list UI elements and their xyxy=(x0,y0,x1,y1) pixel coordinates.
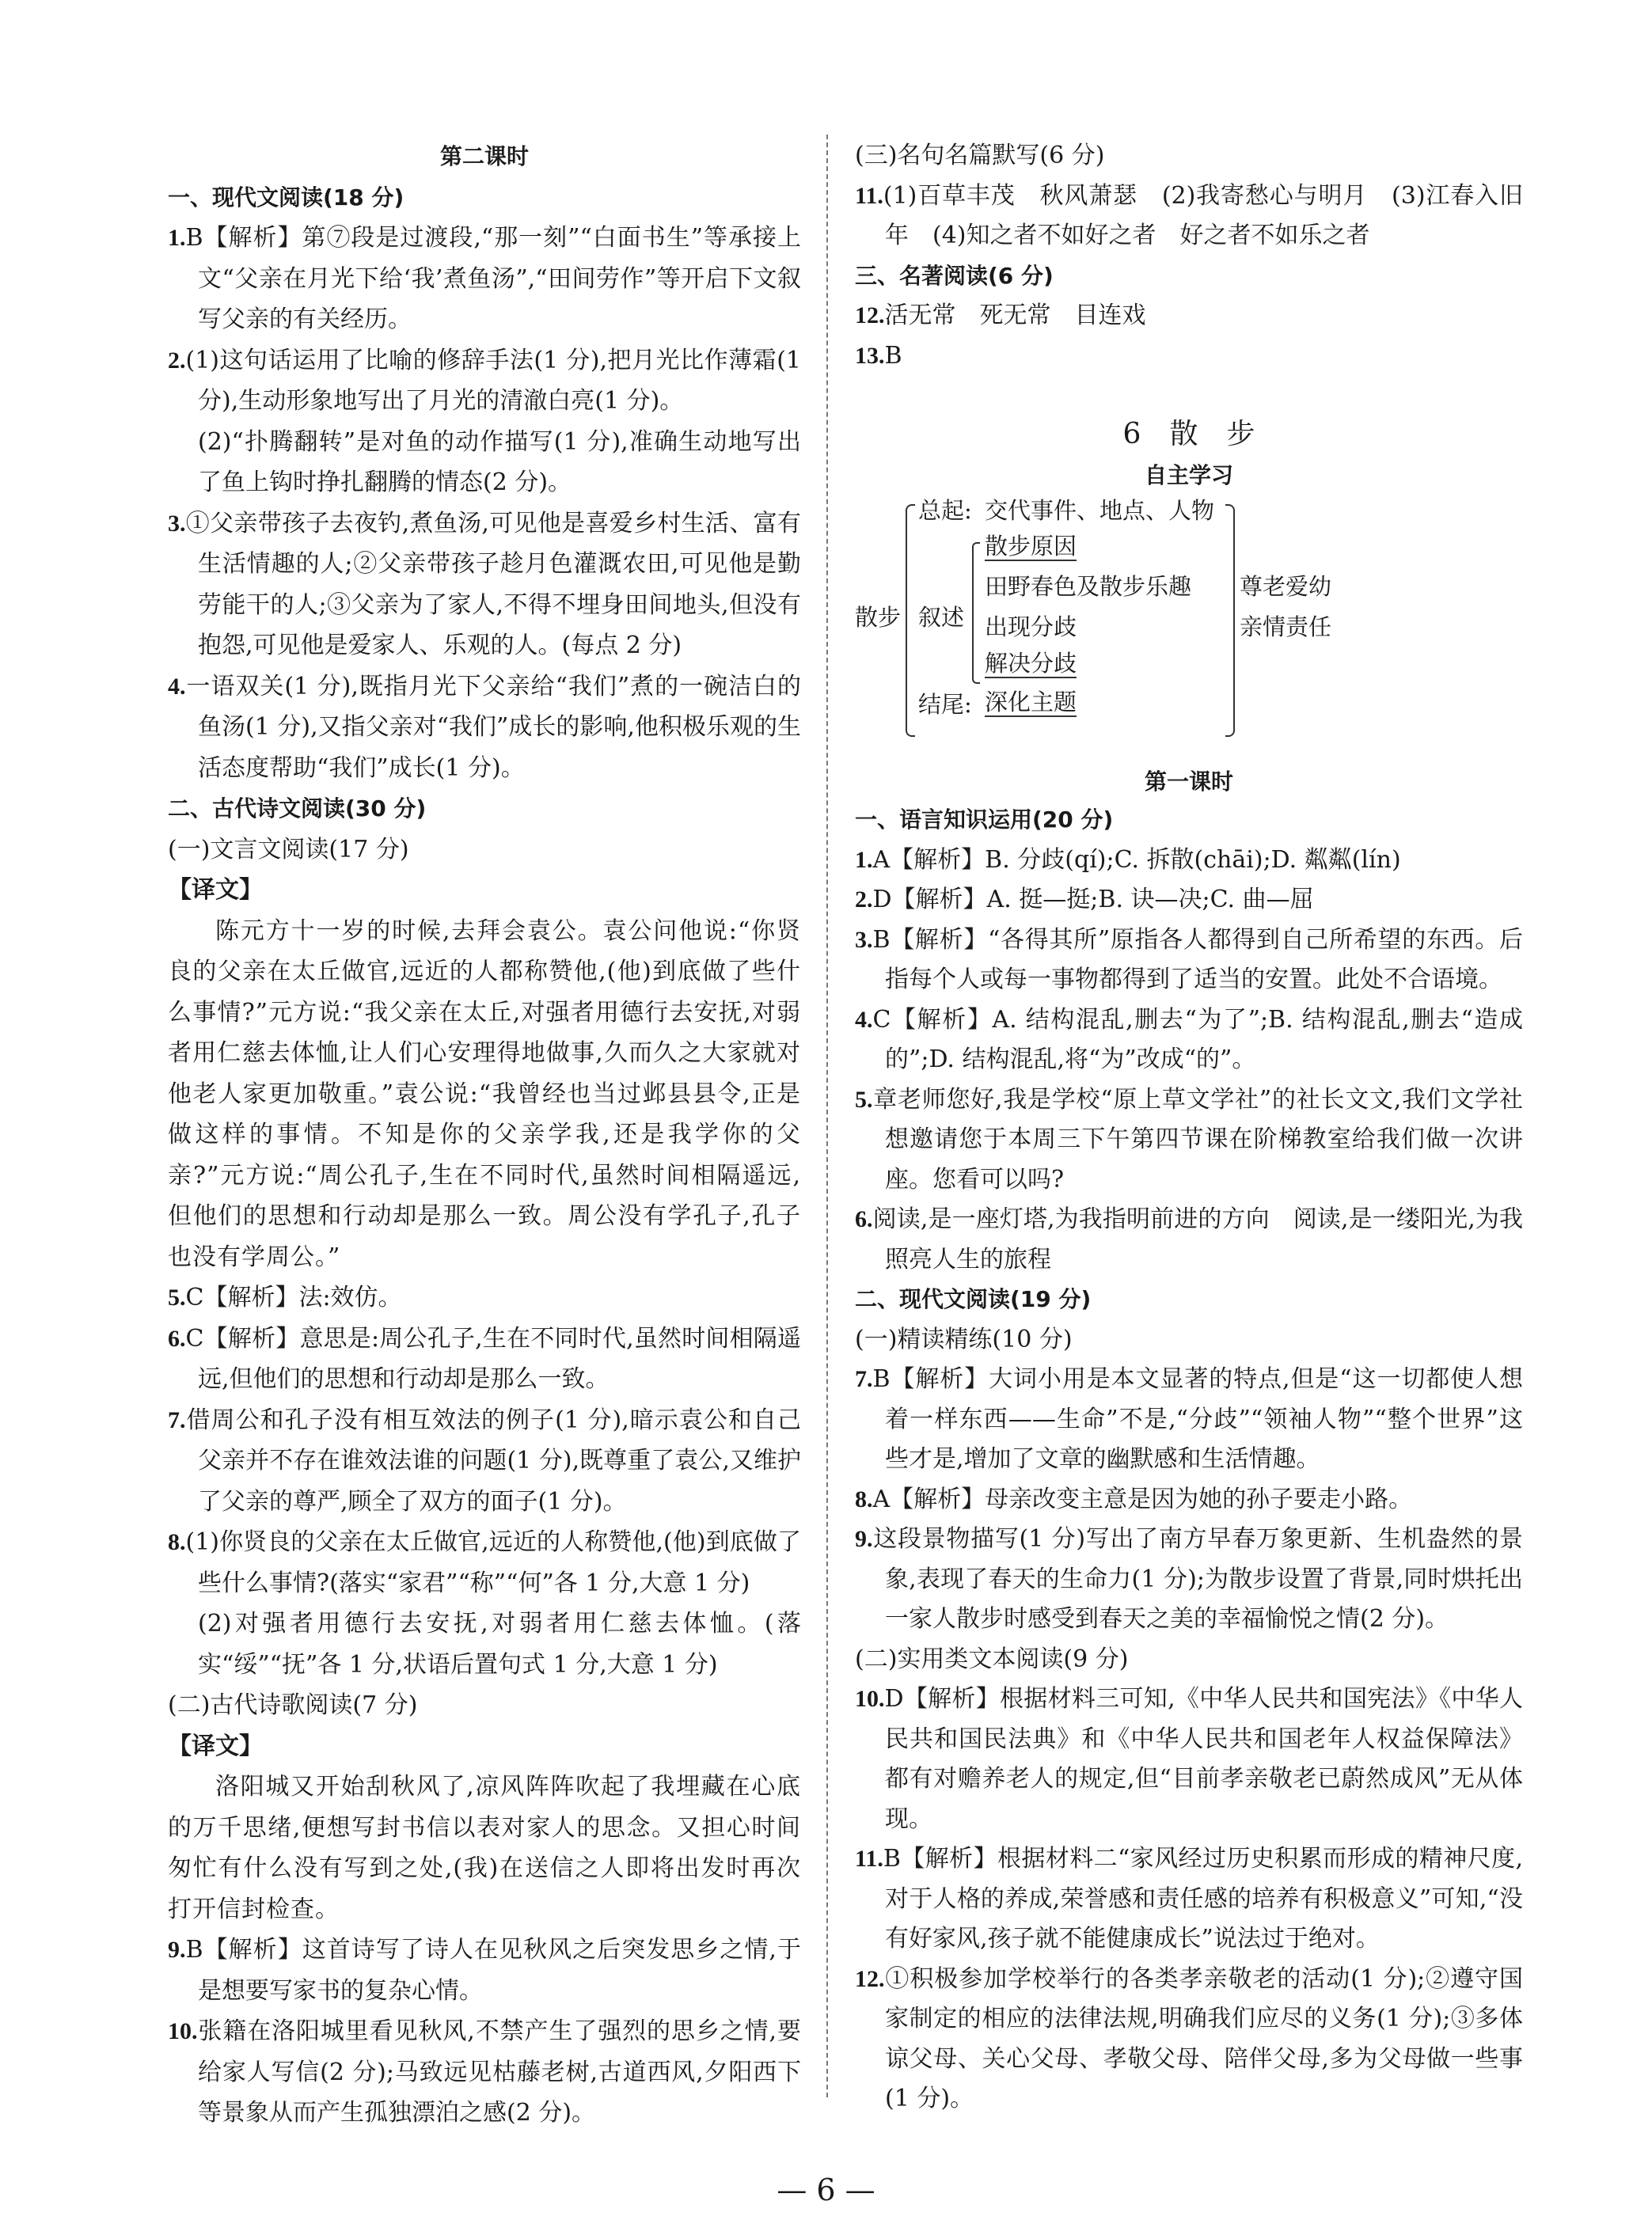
answer-item xyxy=(168,1930,801,2011)
answer-item xyxy=(855,1080,1523,1201)
narrate-item: 田野春色及散步乐趣 xyxy=(985,573,1192,600)
right-bottom-section xyxy=(855,800,1523,2120)
item-text: ①父亲带孩子去夜钓,煮鱼汤,可见他是喜爱乡村生活、富有生活情趣的人;②父亲带孩子趁月色灌溉农田,可见他是勤劳能干的人;③父亲为了家人,不得不埋身田间地头,但没有抱怨,可见他是爱家人、乐观的人。(每点 2 分) xyxy=(185,509,801,659)
answer-item xyxy=(168,1277,801,1319)
answer-item xyxy=(855,1360,1523,1480)
answer-item xyxy=(168,2011,801,2134)
left-brace-icon xyxy=(906,504,915,737)
answer-item xyxy=(855,920,1523,1000)
item-text: D【解析】A. 挺—挺;B. 诀—决;C. 曲—屈 xyxy=(872,886,1314,913)
chapter-title: 6 散 步 xyxy=(1122,418,1255,450)
answer-item xyxy=(168,666,801,789)
item-number: 10. xyxy=(168,2018,198,2044)
item-text: ①积极参加学校举行的各类孝亲敬老的活动(1 分);②遵守国家制定的相应的法律法规,明确我们应尽的义务(1 分);③多体谅父母、关心父母、孝敬父母、陪伴父母,多为父母做一些事(1 分)。 xyxy=(884,1964,1523,2112)
answer-item xyxy=(168,1400,801,1523)
answer-item xyxy=(168,1522,801,1603)
item-text: B【解析】第⑦段是过渡段,“那一刻”“白面书生”等承接上文“父亲在月光下给‘我’煮鱼汤”,“田间劳作”等开启下文叙写父亲的有关经历。 xyxy=(185,224,801,333)
theme-item: 尊老爱幼 xyxy=(1240,573,1332,600)
item-number: 2. xyxy=(855,886,873,913)
section-heading: 一、现代文阅读(18 分) xyxy=(168,184,404,211)
answer-item xyxy=(855,1480,1523,1520)
section-heading: 二、现代文阅读(19 分) xyxy=(855,1286,1092,1312)
item-text: B xyxy=(884,341,902,370)
subsection-heading: (二)古代诗歌阅读(7 分) xyxy=(168,1691,418,1719)
item-number: 5. xyxy=(855,1086,873,1113)
structure-diagram xyxy=(855,495,1523,764)
item-number: 13. xyxy=(855,342,885,369)
item-number: 11. xyxy=(855,182,883,209)
item-text: D【解析】根据材料三可知,《中华人民共和国宪法》《中华人民共和国民法典》和《中华人民共和国老年人权益保障法》都有对赡养老人的规定,但“目前孝亲敬老已蔚然成风”无从体现。 xyxy=(884,1685,1523,1833)
item-text: 一语双关(1 分),既指月光下父亲给“我们”煮的一碗洁白的鱼汤(1 分),又指父亲对“我们”成长的影响,他积极乐观的生活态度帮助“我们”成长(1 分)。 xyxy=(185,672,801,782)
item-number: 9. xyxy=(855,1526,873,1552)
subsection-heading: (一)精读精练(10 分) xyxy=(855,1325,1073,1353)
right-brace-icon xyxy=(1225,504,1235,737)
answer-item xyxy=(855,1000,1523,1080)
item-text: 章老师您好,我是学校“原上草文学社”的社长文文,我们文学社想邀请您于本周三下午第四节课在阶梯教室给我们做一次讲座。您看可以吗? xyxy=(872,1085,1523,1194)
self-study-heading: 自主学习 xyxy=(1144,462,1233,488)
item-text: 借周公和孔子没有相互效法的例子(1 分),暗示袁公和自己父亲并不存在谁效法谁的问题(1 分),既尊重了袁公,又维护了父亲的尊严,顾全了双方的面子(1 分)。 xyxy=(185,1406,801,1516)
right-column xyxy=(855,136,1523,2120)
page-number: — 6 — xyxy=(777,2173,875,2207)
item-number: 7. xyxy=(168,1406,186,1433)
item-number: 10. xyxy=(855,1686,885,1712)
answer-item xyxy=(855,176,1523,256)
item-number: 8. xyxy=(855,1486,873,1512)
item-text: B【解析】根据材料二“家风经过历史积累而形成的精神尺度,对于人格的养成,荣誉感和责任感的培养有积极意义”可知,“没有好家风,孩子就不能健康成长”说法过于绝对。 xyxy=(883,1845,1523,1953)
item-number: 11. xyxy=(855,1846,883,1872)
answer-item xyxy=(855,841,1523,881)
item-text: C【解析】A. 结构混乱,删去“为了”;B. 结构混乱,删去“造成的”;D. 结构混乱,将“为”改成“的”。 xyxy=(872,1005,1523,1073)
item-number: 3. xyxy=(855,926,873,953)
answer-item xyxy=(855,880,1523,920)
left-column xyxy=(168,136,801,2134)
right-top-section xyxy=(855,136,1523,376)
column-divider xyxy=(826,135,828,2097)
intro-label: 总起: xyxy=(918,497,972,524)
item-text: 这段景物描写(1 分)写出了南方早春万象更新、生机盎然的景象,表现了春天的生命力(1 分);为散步设置了背景,同时烘托出一家人散步时感受到春天之美的幸福愉悦之情(2 分)。 xyxy=(872,1525,1523,1633)
narrate-label: 叙述 xyxy=(918,604,965,631)
item-text: (1)百草丰茂 秋风萧瑟 (2)我寄愁心与明月 (3)江春入旧年 (4)知之者不如好之者 好之者不如乐之者 xyxy=(883,181,1523,249)
answer-item xyxy=(168,503,801,666)
end-label: 结尾: xyxy=(918,691,972,718)
item-text: B【解析】“各得其所”原指各人都得到自己所希望的东西。后指每个人或每一事物都得到了适当的安置。此处不合语境。 xyxy=(872,925,1523,993)
item-number: 5. xyxy=(168,1285,186,1311)
answer-item xyxy=(855,1200,1523,1280)
answer-item xyxy=(855,1960,1523,2120)
answer-item xyxy=(855,336,1523,377)
item-text: C【解析】法:效仿。 xyxy=(185,1284,402,1311)
narrate-item: 解决分歧 xyxy=(985,650,1077,677)
inner-brace-icon xyxy=(972,542,980,684)
item-number: 12. xyxy=(855,1965,885,1992)
item-text: (1)你贤良的父亲在太丘做官,远近的人称赞他,(他)到底做了些什么事情?(落实“家君”“称”“何”各 1 分,大意 1 分) xyxy=(185,1528,801,1597)
answer-item xyxy=(168,1319,801,1400)
item-text: C【解析】意思是:周公孔子,生在不同时代,虽然时间相隔遥远,但他们的思想和行动却是那么一致。 xyxy=(185,1324,801,1393)
item-number: 8. xyxy=(168,1529,186,1555)
diagram-root: 散步 xyxy=(855,604,902,631)
translation-label: 【译文】 xyxy=(168,1732,263,1760)
item-text: B【解析】大词小用是本文显著的特点,但是“这一切都使人想着一样东西——生命”不是,“分歧”“领袖人物”“整个世界”这些才是,增加了文章的幽默感和生活情趣。 xyxy=(872,1365,1523,1473)
answer-item xyxy=(855,296,1523,336)
subsection-heading: (一)文言文阅读(17 分) xyxy=(168,835,409,863)
item-number: 1. xyxy=(855,846,873,873)
item-number: 3. xyxy=(168,510,186,537)
section-heading: 一、语言知识运用(20 分) xyxy=(855,806,1114,833)
subsection-heading: (二)实用类文本阅读(9 分) xyxy=(855,1645,1129,1673)
item-number: 4. xyxy=(855,1006,873,1033)
answer-item xyxy=(855,1679,1523,1839)
narrate-item: 散步原因 xyxy=(985,533,1077,560)
section-heading: 三、名著阅读(6 分) xyxy=(855,262,1054,289)
answer-item xyxy=(855,1839,1523,1960)
item-number: 12. xyxy=(855,302,885,328)
subsection-heading: (三)名句名篇默写(6 分) xyxy=(855,142,1105,169)
item-text: 活无常 死无常 目连戏 xyxy=(884,302,1146,329)
item-text: 阅读,是一座灯塔,为我指明前进的方向 阅读,是一缕阳光,为我照亮人生的旅程 xyxy=(872,1205,1523,1273)
item-number: 4. xyxy=(168,673,186,700)
answer-subitem: (2)对强者用德行去安抚,对弱者用仁慈去体恤。(落实“绥”“抚”各 1 分,状语后置句式 1 分,大意 1 分) xyxy=(198,1610,801,1679)
translation-paragraph: 洛阳城又开始刮秋风了,凉风阵阵吹起了我埋藏在心底的万千思绪,便想写封书信以表对家人的思念。又担心时间匆忙有什么没有写到之处,(我)在送信之人即将出发时再次打开信封检查。 xyxy=(168,1773,801,1923)
lesson-title: 第二课时 xyxy=(439,143,529,169)
item-text: B【解析】这首诗写了诗人在见秋风之后突发思乡之情,于是想要写家书的复杂心情。 xyxy=(185,1936,801,2005)
answer-subitem: (2)“扑腾翻转”是对鱼的动作描写(1 分),准确生动地写出了鱼上钩时挣扎翻腾的情态(2 分)。 xyxy=(198,427,801,496)
item-text: A【解析】母亲改变主意是因为她的孙子要走小路。 xyxy=(872,1485,1413,1513)
item-number: 2. xyxy=(168,347,186,374)
item-number: 9. xyxy=(168,1937,186,1963)
section-heading: 二、古代诗文阅读(30 分) xyxy=(168,795,427,822)
lesson-heading: 第一课时 xyxy=(1144,769,1233,795)
intro-text: 交代事件、地点、人物 xyxy=(985,497,1215,524)
theme-item: 亲情责任 xyxy=(1240,613,1332,640)
end-text: 深化主题 xyxy=(985,689,1077,715)
narrate-item: 出现分歧 xyxy=(985,613,1077,640)
answer-item xyxy=(855,1520,1523,1640)
item-number: 7. xyxy=(855,1366,873,1392)
item-text: A【解析】B. 分歧(qí);C. 拆散(chāi);D. 粼粼(lín) xyxy=(872,845,1401,874)
item-number: 6. xyxy=(855,1206,873,1232)
item-text: 张籍在洛阳城里看见秋风,不禁产生了强烈的思乡之情,要给家人写信(2 分);马致远见枯藤老树,古道西风,夕阳西下等景象从而产生孤独漂泊之感(2 分)。 xyxy=(197,2017,801,2127)
translation-paragraph: 陈元方十一岁的时候,去拜会袁公。袁公问他说:“你贤良的父亲在太丘做官,远近的人都称赞他,(他)到底做了些什么事情?”元方说:“我父亲在太丘,对强者用德行去安抚,对弱者用仁慈去体恤,让人们心安理得地做事,久而久之大家就对他老人家更加敬重。”袁公说:“我曾经也当过邺县县令,正是做这样的事情。不知是你的父亲学我,还是我学你的父亲?”元方说:“周公孔子,生在不同时代,虽然时间相隔遥远,但他们的思想和行动却是那么一致。周公没有学孔子,孔子也没有学周公。” xyxy=(168,917,801,1271)
answer-item xyxy=(168,218,801,340)
answer-item xyxy=(168,340,801,422)
item-number: 1. xyxy=(168,225,186,251)
translation-label: 【译文】 xyxy=(168,876,263,904)
item-number: 6. xyxy=(168,1325,186,1352)
item-text: (1)这句话运用了比喻的修辞手法(1 分),把月光比作薄霜(1 分),生动形象地写出了月光的清澈白亮(1 分)。 xyxy=(185,346,801,415)
